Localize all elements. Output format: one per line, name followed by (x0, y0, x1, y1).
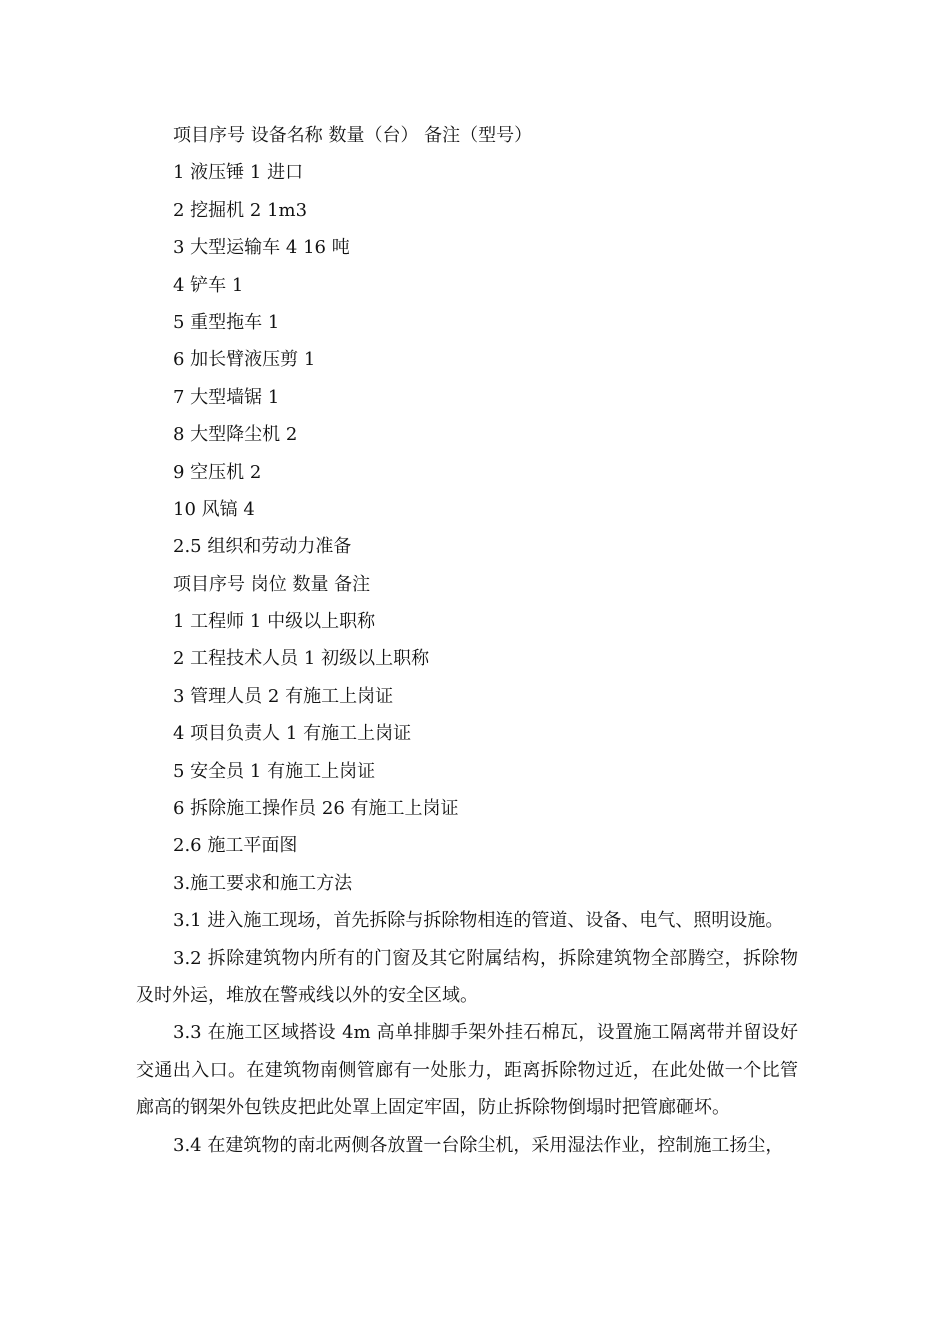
staff-row: 2 工程技术人员 1 初级以上职称 (173, 648, 430, 670)
paragraph-3-1: 3.1 进入施工现场，首先拆除与拆除物相连的管道、设备、电气、照明设施。 (173, 910, 784, 932)
equipment-row: 3 大型运输车 4 16 吨 (173, 237, 350, 259)
staff-row: 3 管理人员 2 有施工上岗证 (173, 685, 394, 707)
paragraph-3-3: 3.3 在施工区域搭设 4m 高单排脚手架外挂石棉瓦，设置施工隔离带并留设好交通出入口。在建筑物南侧管廊有一处胀力，距离拆除物过近，在此处做一个比管廊高的钢架外包铁皮把此处罩上固定牢固，防止拆除物倒塌时把管廊砸坏。 (136, 1022, 798, 1119)
equipment-row: 8 大型降尘机 2 (173, 424, 298, 446)
staff-row: 6 拆除施工操作员 26 有施工上岗证 (173, 798, 459, 820)
equipment-row: 4 铲车 1 (173, 274, 244, 296)
staff-row: 4 项目负责人 1 有施工上岗证 (173, 723, 412, 745)
equipment-row: 1 液压锤 1 进口 (173, 162, 304, 184)
section-heading-2-6: 2.6 施工平面图 (173, 835, 298, 857)
staff-table-header: 项目序号 岗位 数量 备注 (173, 573, 371, 595)
paragraph-3-2: 3.2 拆除建筑物内所有的门窗及其它附属结构，拆除建筑物全部腾空，拆除物及时外运，堆放在警戒线以外的安全区域。 (136, 947, 798, 1007)
equipment-row: 9 空压机 2 (173, 461, 262, 483)
paragraph-3-4: 3.4 在建筑物的南北两侧各放置一台除尘机，采用湿法作业，控制施工扬尘， (173, 1134, 784, 1156)
equipment-row: 6 加长臂液压剪 1 (173, 349, 316, 371)
equipment-row: 5 重型拖车 1 (173, 311, 280, 333)
staff-row: 5 安全员 1 有施工上岗证 (173, 760, 376, 782)
equipment-table-header: 项目序号 设备名称 数量（台） 备注（型号） (173, 125, 533, 146)
equipment-row: 10 风镐 4 (173, 498, 255, 520)
document-body (136, 117, 798, 1164)
staff-row: 1 工程师 1 中级以上职称 (173, 611, 376, 633)
section-heading-3: 3.施工要求和施工方法 (173, 872, 353, 894)
section-heading-2-5: 2.5 组织和劳动力准备 (173, 536, 352, 558)
equipment-row: 7 大型墙锯 1 (173, 386, 280, 408)
equipment-row: 2 挖掘机 2 1m3 (173, 199, 308, 221)
